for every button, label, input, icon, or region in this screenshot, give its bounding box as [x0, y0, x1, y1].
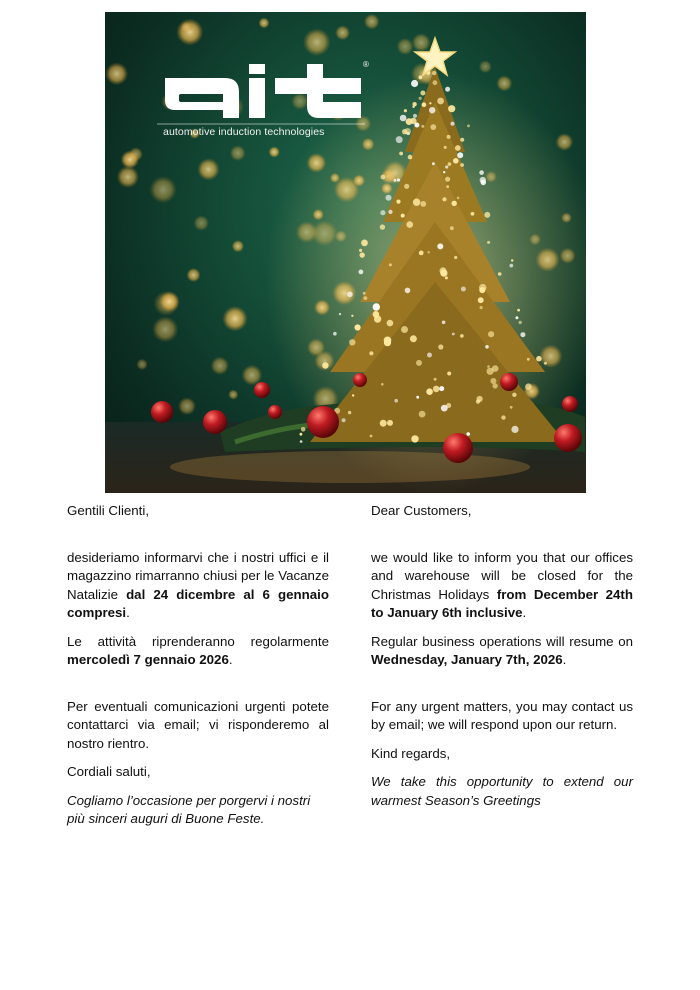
italian-resume-end: . — [228, 652, 233, 667]
italian-closing: Cordiali saluti, — [67, 764, 151, 779]
italian-closure-dates: dal 24 dicembre al 6 gennaio compresi — [67, 586, 329, 620]
english-column — [371, 502, 633, 810]
italian-resume-paragraph — [67, 633, 329, 670]
english-contact-paragraph: For any urgent matters, you may contact us by email; we will respond upon our return. — [371, 698, 633, 732]
ait-logo — [157, 58, 379, 148]
italian-contact-paragraph: Per eventuali comunicazioni urgenti potete contattarci via email; vi risponderemo al nostro rientro. — [67, 698, 329, 751]
italian-closure-end: . — [126, 605, 130, 620]
english-wishes: We take this opportunity to extend our warmest Season’s Greetings — [371, 774, 633, 808]
italian-resume-date: mercoledì 7 gennaio 2026 — [67, 652, 229, 667]
english-closure-end: . — [522, 605, 527, 620]
italian-column — [67, 502, 329, 829]
italian-wishes: Cogliamo l’occasione per porgervi i nostri più sinceri auguri di Buone Feste. — [67, 792, 311, 826]
italian-closure-paragraph — [67, 549, 329, 623]
english-greeting: Dear Customers, — [371, 503, 472, 518]
english-resume-date: Wednesday, January 7th, 2026 — [371, 652, 563, 667]
italian-closure-text: desideriamo informarvi che i nostri uffici e il magazzino rimarranno chiusi per le Vacanze Natalizie — [67, 549, 329, 602]
italian-greeting: Gentili Clienti, — [67, 503, 150, 518]
registered-mark: ® — [363, 60, 369, 69]
logo-tagline: automotive induction technologies — [163, 126, 325, 138]
english-closure-text: we would like to inform you that our offices and warehouse will be closed for the Christmas Holidays — [371, 549, 633, 602]
english-resume-paragraph — [371, 633, 633, 670]
english-resume-end: . — [562, 652, 567, 667]
english-closure-dates: from December 24th to January 6th inclusive — [371, 586, 633, 620]
italian-resume-text: Le attività riprenderanno regolarmente — [67, 633, 329, 649]
english-resume-text: Regular business operations will resume on — [371, 633, 633, 649]
english-closing: Kind regards, — [371, 745, 451, 761]
christmas-tree-banner — [105, 12, 586, 493]
english-closure-paragraph — [371, 549, 633, 623]
